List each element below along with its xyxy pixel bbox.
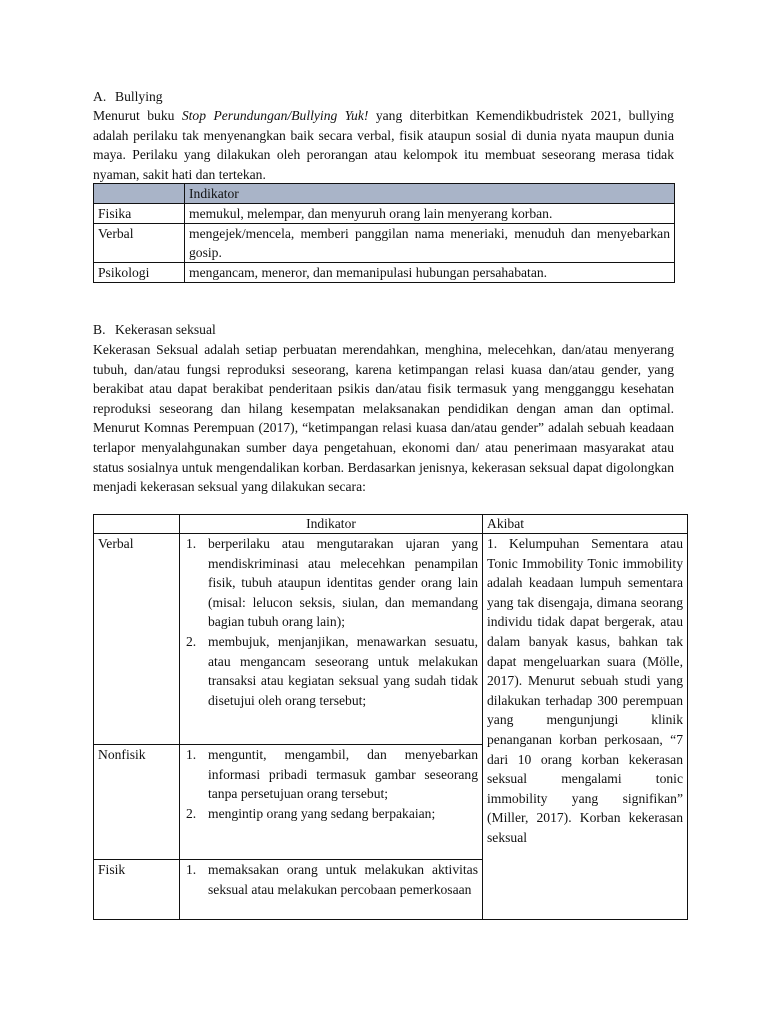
section-b-heading [93, 320, 216, 340]
section-a-paragraph [93, 106, 674, 184]
section-b-title: Kekerasan seksual [115, 322, 216, 337]
list-number: 2. [186, 633, 197, 649]
list-text: membujuk, menjanjikan, menawarkan sesuatu, atau mengancam seseorang untuk melakukan transaksi atau kegiatan seksual yang sudah tidak disetujui oleh orang tersebut; [208, 633, 478, 708]
row-indikator: mengejek/mencela, memberi panggilan nama meneriaki, menuduh dan menyebarkan gosip. [185, 224, 675, 263]
akibat-cell: 1. Kelumpuhan Sementara atau Tonic Immobility Tonic immobility adalah keadaan lumpuh sementara yang tak disengaja, dimana seorang individu tidak dapat bergerak, atau dalam banyak kasus, bahkan tak dapat mengeluarkan suara (Mölle, 2017). Menurut sebuah studi yang dilakukan terhadap 300 perempuan yang mengunjungi klinik penanganan korban perkosaan, “7 dari 10 orang korban kekerasan seksual mengalami tonic immobility yang signifikan” (Miller, 2017). Korban kekerasan seksual [483, 534, 688, 920]
table-row [94, 534, 688, 745]
section-a-text-start: Menurut buku [93, 108, 182, 123]
table-row [94, 204, 675, 224]
section-b-paragraph: Kekerasan Seksual adalah setiap perbuatan merendahkan, menghina, melecehkan, dan/atau menyerang tubuh, dan/atau fungsi reproduksi seseorang, karena ketimpangan relasi kuasa dan/atau gender, yang berakibat atau dapat berakibat penderitaan psikis dan/atau fisik termasuk yang mengganggu kesehatan reproduksi seseorang dan hilang kesempatan melaksanakan pendidikan dengan aman dan optimal. Menurut Komnas Perempuan (2017), “ketimpangan relasi kuasa dan/atau gender” adalah sebuah keadaan terlapor menyalahgunakan sumber daya pengetahuan, ekonomi dan/ atau penerimaan masyarakat atau status sosialnya untuk mengendalikan korban. Berdasarkan jenisnya, kekerasan seksual dapat digolongkan menjadi kekerasan seksual yang dilakukan secara: [93, 342, 674, 495]
row-label: Fisika [94, 204, 185, 224]
row-indikator: memukul, melempar, dan menyuruh orang lain menyerang korban. [185, 204, 675, 224]
row-indikator: mengancam, meneror, dan memanipulasi hubungan persahabatan. [185, 263, 675, 283]
row-label: Psikologi [94, 263, 185, 283]
indikator-list [184, 534, 478, 710]
header-cell-indikator: Indikator [180, 515, 483, 534]
list-text: mengintip orang yang sedang berpakaian; [208, 805, 436, 821]
section-a-title: Bullying [115, 89, 163, 104]
list-text: menguntit, mengambil, dan menyebarkan informasi pribadi termasuk gambar seseorang tanpa persetujuan orang tersebut; [208, 747, 478, 802]
list-item [184, 745, 478, 804]
section-a-text-end: yang diterbitkan Kemendikbudristek 2021, bullying adalah perilaku tak menyenangkan baik secara verbal, fisik ataupun sosial di dunia nyata maupun dunia maya. Perilaku yang dilakukan oleh perorangan atau kelompok itu membuat seseorang merasa tidak nyaman, sakit hati dan tertekan. [93, 108, 674, 182]
list-number: 1. [186, 747, 197, 762]
row-label: Verbal [94, 534, 180, 745]
bullying-table [93, 183, 675, 283]
list-number: 1. [186, 536, 197, 551]
table-row [94, 263, 675, 283]
section-a-heading [93, 87, 163, 107]
list-text: memaksakan orang untuk melakukan aktivitas seksual atau melakukan percobaan pemerkosaan [208, 862, 478, 897]
row-label: Nonfisik [94, 745, 180, 860]
book-title: Stop Perundungan/Bullying Yuk! [181, 108, 369, 123]
list-number: 2. [186, 805, 197, 821]
list-item [184, 804, 478, 824]
table-row [94, 224, 675, 263]
list-item [184, 632, 478, 710]
list-item [184, 860, 478, 899]
header-cell-empty [94, 184, 185, 204]
table-header-row [94, 515, 688, 534]
list-text: berperilaku atau mengutarakan ujaran yang mendiskriminasi atau melecehkan penampilan fisik, tubuh ataupun identitas gender orang lain (misal: lelucon seksis, siulan, dan memandang bagian tubuh orang lain); [208, 536, 478, 630]
list-item [184, 534, 478, 632]
row-indikator [180, 745, 483, 860]
table-header-row [94, 184, 675, 204]
sexual-violence-table [93, 514, 688, 920]
row-indikator [180, 534, 483, 745]
row-label: Fisik [94, 860, 180, 920]
list-number: 1. [186, 862, 197, 877]
indikator-list [184, 745, 478, 823]
section-b-number: B. [93, 322, 106, 337]
header-cell-indikator: Indikator [185, 184, 675, 204]
row-indikator [180, 860, 483, 920]
header-cell-empty [94, 515, 180, 534]
header-cell-akibat: Akibat [483, 515, 688, 534]
indikator-list [184, 860, 478, 899]
row-label: Verbal [94, 224, 185, 263]
section-a-number: A. [93, 89, 107, 104]
